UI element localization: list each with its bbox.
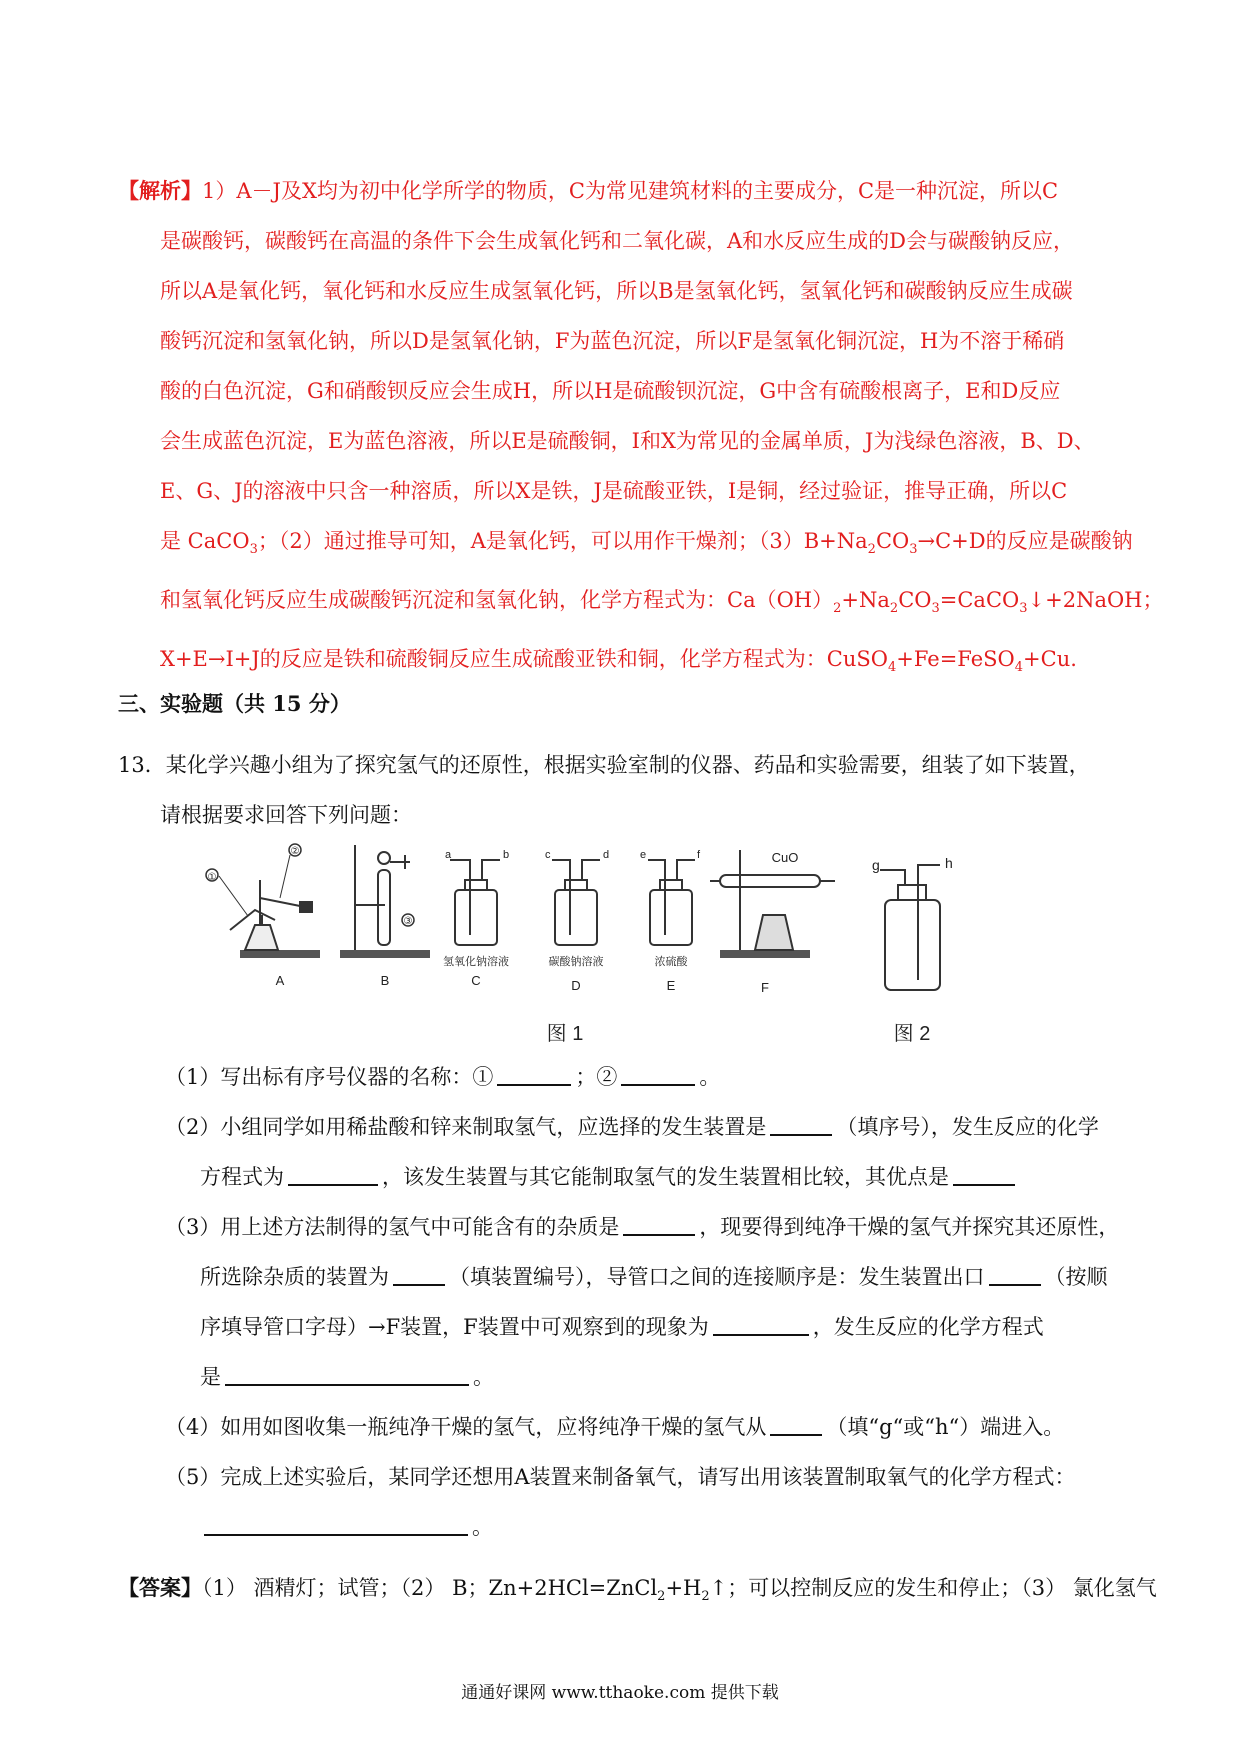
label-c: C bbox=[471, 973, 481, 988]
page-footer: 通通好课网 www.tthaoke.com 提供下载 bbox=[461, 1683, 779, 1703]
sub-question-1: （1）写出标有序号仪器的名称：① ；② 。 bbox=[165, 1052, 1145, 1102]
blank-3-1[interactable] bbox=[623, 1212, 695, 1236]
blank-4-1[interactable] bbox=[770, 1412, 822, 1436]
svg-text:②: ② bbox=[290, 846, 300, 857]
svg-text:①: ① bbox=[207, 872, 217, 883]
analysis-line-1: 1）A－J及X均为初中化学所学的物质，C为常见建筑材料的主要成分，C是一种沉淀，所以C bbox=[202, 179, 1059, 203]
analysis-line-2: 是碳酸钙，碳酸钙在高温的条件下会生成氧化钙和二氧化碳，A和水反应生成的D会与碳酸钠反应， bbox=[160, 229, 1074, 253]
apparatus-d bbox=[545, 849, 609, 945]
analysis-tag: 【解析】 bbox=[118, 178, 202, 203]
question-line-2: 请根据要求回答下列问题： bbox=[160, 803, 412, 827]
blank-2-1[interactable] bbox=[770, 1112, 832, 1136]
figure-2-caption: 图 2 bbox=[893, 1023, 931, 1045]
blank-3-2[interactable] bbox=[393, 1262, 445, 1286]
analysis-line-5: 酸的白色沉淀，G和硝酸钡反应会生成H，所以H是硫酸钡沉淀，G中含有硫酸根离子，E和D反应 bbox=[160, 379, 1061, 403]
answer-line: 【答案】（1） 酒精灯；试管；（2） B；$Zn+2HCl=ZnCl_2+H_2↑$；可以控制反应的发生和停止；（3） 氯化氢气 bbox=[118, 1575, 1157, 1605]
apparatus-a bbox=[206, 844, 320, 958]
svg-text:e: e bbox=[640, 849, 647, 861]
svg-text:h: h bbox=[945, 855, 953, 871]
analysis-line-6: 会生成蓝色沉淀，E为蓝色溶液，所以E是硫酸铜，I和X为常见的金属单质，J为浅绿色溶液，B、D、 bbox=[160, 429, 1095, 453]
section-title: 三、实验题（共 15 分） bbox=[118, 691, 351, 716]
blank-2-3[interactable] bbox=[953, 1162, 1015, 1186]
question-line-1: 13．某化学兴趣小组为了探究氢气的还原性，根据实验室制的仪器、药品和实验需要，组装了如下装置， bbox=[118, 753, 1090, 777]
svg-text:a: a bbox=[445, 849, 452, 861]
svg-text:b: b bbox=[503, 849, 510, 861]
svg-text:CuO: CuO bbox=[771, 850, 799, 865]
analysis-line-8: 是 CaCO$_3$；（2）通过推导可知，A是氧化钙，可以用作干燥剂；$(3)B+Na_2CO_3\to C+D$的反应是碳酸钠 bbox=[160, 529, 1133, 558]
sub-question-4: （4）如用如图收集一瓶纯净干燥的氢气，应将纯净干燥的氢气从 （填“g“或“h“）端进入。 bbox=[165, 1402, 1145, 1452]
label-f: F bbox=[761, 980, 769, 995]
label-d: D bbox=[571, 978, 581, 993]
analysis-line-7: E、G、J的溶液中只含一种溶质，所以X是铁，J是硫酸亚铁，I是铜，经过验证，推导正确，所以C bbox=[160, 479, 1068, 503]
analysis-line-10: X+E→I+J的反应是铁和硫酸铜反应生成硫酸亚铁和铜，化学方程式为：CuSO$_4$+Fe=FeSO$_4$+Cu. bbox=[160, 647, 1077, 676]
sub-question-3: （3）用上述方法制得的氢气中可能含有的杂质是 ，现要得到纯净干燥的氢气并探究其还原性， 所选除杂质的装置为 （填装置编号），导管口之间的连接顺序是：发生装置出口 （按顺 序填导管口字母）→F装置，F装置中可观察到的现象为 ，发生反应的化学方程式 是 。 bbox=[165, 1202, 1145, 1402]
sub-question-5: （5）完成上述实验后，某同学还想用A装置来制备氧气，请写出用该装置制取氧气的化学方程式： 。 bbox=[165, 1465, 1076, 1539]
blank-1-2[interactable] bbox=[621, 1062, 695, 1086]
svg-text:c: c bbox=[545, 849, 551, 861]
svg-text:③: ③ bbox=[403, 916, 413, 927]
analysis-line-3: 所以A是氧化钙，氧化钙和水反应生成氢氧化钙，所以B是氢氧化钙，氢氧化钙和碳酸钠反应生成碳 bbox=[160, 279, 1073, 303]
blank-5-1[interactable] bbox=[204, 1512, 468, 1536]
apparatus-b bbox=[340, 845, 430, 958]
solution-label-d: 碳酸钠溶液 bbox=[548, 956, 604, 968]
blank-3-4[interactable] bbox=[713, 1312, 809, 1336]
apparatus-e bbox=[640, 849, 701, 945]
apparatus-f bbox=[710, 850, 835, 958]
figure-1-caption: 图 1 bbox=[546, 1023, 584, 1045]
label-a: A bbox=[275, 973, 285, 988]
svg-text:g: g bbox=[872, 857, 880, 873]
solution-label-e: 浓硫酸 bbox=[654, 956, 688, 968]
blank-1-1[interactable] bbox=[497, 1062, 571, 1086]
svg-text:d: d bbox=[603, 849, 610, 861]
apparatus-c bbox=[445, 849, 509, 945]
blank-2-2[interactable] bbox=[288, 1162, 378, 1186]
sub-question-2: （2）小组同学如用稀盐酸和锌来制取氢气，应选择的发生装置是 （填序号），发生反应的化学 方程式为 ，该发生装置与其它能制取氢气的发生装置相比较，其优点是 bbox=[165, 1102, 1145, 1202]
solution-label-c: 氢氧化钠溶液 bbox=[443, 956, 509, 968]
blank-3-3[interactable] bbox=[989, 1262, 1041, 1286]
apparatus-collection-bottle bbox=[872, 855, 953, 990]
question-stem bbox=[118, 740, 1138, 840]
apparatus-figure bbox=[200, 840, 1040, 1050]
label-b: B bbox=[380, 973, 390, 988]
label-e: E bbox=[666, 978, 676, 993]
analysis-line-4: 酸钙沉淀和氢氧化钠，所以D是氢氧化钠，F为蓝色沉淀，所以F是氢氧化铜沉淀，H为不溶于稀硝 bbox=[160, 329, 1065, 353]
blank-3-5[interactable] bbox=[225, 1362, 469, 1386]
analysis-line-9: 和氢氧化钙反应生成碳酸钙沉淀和氢氧化钠，化学方程式为：$Ca(OH)_2+Na_2CO_3=CaCO_3↓+2NaOH$； bbox=[160, 588, 1164, 617]
svg-text:f: f bbox=[697, 849, 701, 861]
analysis-paragraph bbox=[118, 166, 1164, 694]
